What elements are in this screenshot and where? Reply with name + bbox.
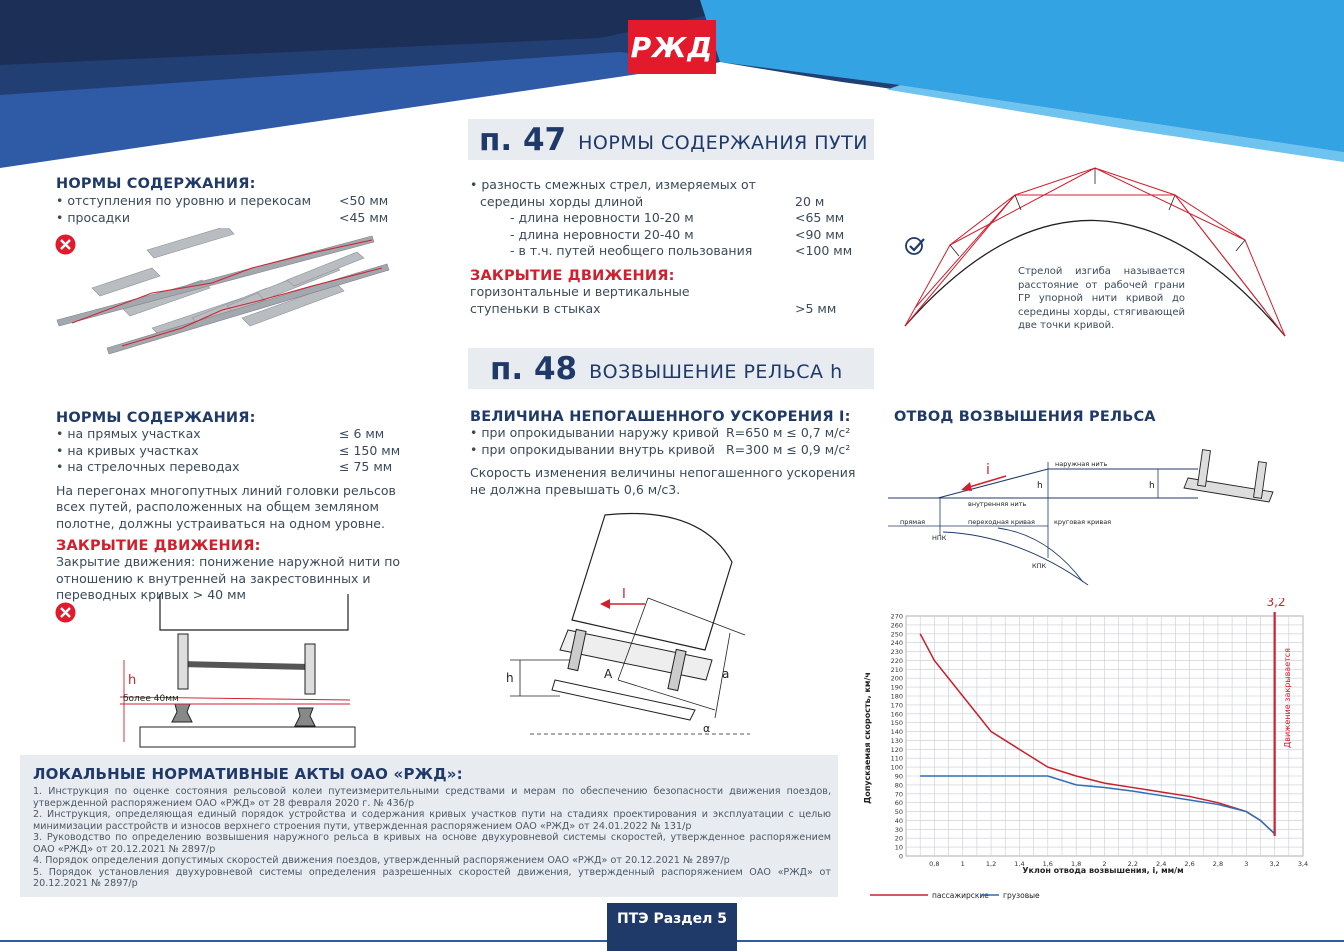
chart-y-tick: 180 xyxy=(890,692,903,701)
chart-y-tick: 270 xyxy=(890,612,903,621)
left1-heading: НОРМЫ СОДЕРЖАНИЯ: xyxy=(56,176,256,192)
mid1-line2-value: 20 м xyxy=(795,193,825,209)
chart-limit-label: 3,2 xyxy=(1266,598,1286,609)
title-47-num: п. 47 xyxy=(479,121,567,158)
acts-item: 4. Порядок определения допустимых скоростей движения поездов, утвержденный распоряжением ОАО «РЖД» от 20.12.2021 № 2897/р xyxy=(33,855,730,866)
chart-y-tick: 170 xyxy=(890,701,903,710)
mid1-row-label: - в т.ч. путей необщего пользования xyxy=(510,243,753,258)
mid2-paragraph: Скорость изменения величины непогашенного ускорения не должна превышать 0,6 м/с3. xyxy=(470,465,856,497)
chart-x-tick: 2,4 xyxy=(1156,860,1167,868)
legend-freight-label: грузовые xyxy=(1003,891,1040,900)
right2-h2: h xyxy=(1149,481,1155,491)
chart-y-tick: 250 xyxy=(890,630,903,639)
left2-close-text: Закрытие движения: понижение наружной нити по отношению к внутренней на закрестовинных и переводных кривых > 40 мм xyxy=(56,554,401,602)
left1-row-label: • просадки xyxy=(56,210,130,225)
logo-text: РЖД xyxy=(630,30,714,64)
cant-transition-diagram xyxy=(888,440,1288,590)
tilted-wagon-illustration xyxy=(500,510,770,745)
mid2-fig-h: h xyxy=(506,671,514,685)
chart-xlabel: Уклон отвода возвышения, i, мм/м xyxy=(1022,866,1184,875)
chart-y-tick: 60 xyxy=(894,799,903,808)
chart-x-tick: 2,6 xyxy=(1184,860,1195,868)
mid1-row-label: - длина неровности 10-20 м xyxy=(510,210,694,225)
chart-y-tick: 220 xyxy=(890,656,903,665)
chart-y-tick: 0 xyxy=(898,852,903,861)
mid2-row-value: R=650 м ≤ 0,7 м/с² xyxy=(726,425,851,440)
arc-note: Стрелой изгиба называется расстояние от рабочей грани ГР упорной нити кривой до середины хорды, стягивающей две точки кривой. xyxy=(1018,266,1185,331)
left1-row-value: <45 мм xyxy=(339,209,389,225)
mid-norms-1 xyxy=(470,177,860,317)
left2-row-label: • на прямых участках xyxy=(56,426,201,441)
mid2-fig-a: a xyxy=(722,667,730,681)
mid2-heading: ВЕЛИЧИНА НЕПОГАШЕННОГО УСКОРЕНИЯ I: xyxy=(470,409,851,425)
chart-x-tick: 3,2 xyxy=(1269,860,1280,868)
chart-y-tick: 240 xyxy=(890,639,903,648)
approved-check-icon xyxy=(904,235,926,257)
left2-fig-h: h xyxy=(128,673,137,688)
chart-x-tick: 0,8 xyxy=(929,860,940,868)
mid2-fig-alpha: α xyxy=(703,722,711,735)
mid1-close-heading: ЗАКРЫТИЕ ДВИЖЕНИЯ: xyxy=(470,267,675,284)
left2-row-value: ≤ 75 мм xyxy=(339,459,393,474)
chart-y-tick: 160 xyxy=(890,710,903,719)
chart-y-tick: 130 xyxy=(890,736,903,745)
chart-y-tick: 110 xyxy=(890,754,903,763)
left2-paragraph: На перегонах многопутных линий головки рельсов всех путей, расположенных на общем земляном полотне, должны устраиваться на одном уровне. xyxy=(56,482,396,531)
right2-kpk: КПК xyxy=(1032,562,1047,570)
legend-passenger-label: пассажирские xyxy=(932,891,989,900)
chart-x-tick: 2,2 xyxy=(1127,860,1139,868)
acts-item: 1. Инструкция по оценке состояния рельсовой колеи путеизмерительными средствами и мерам по обеспечению безопасности движения поездов, утвержденной распоряжением ОАО «РЖД» от 28 февраля 2020 г. № 436/р xyxy=(33,786,831,809)
chart-x-tick: 1,2 xyxy=(985,860,997,868)
right2-heading: ОТВОД ВОЗВЫШЕНИЯ РЕЛЬСА xyxy=(894,409,1156,425)
chart-y-tick: 70 xyxy=(894,790,903,799)
left1-row-value: <50 мм xyxy=(339,193,389,208)
chart-y-tick: 50 xyxy=(894,808,903,817)
mid2-fig-A: A xyxy=(604,667,613,681)
chart-y-tick: 20 xyxy=(894,834,903,843)
track-warp-illustration xyxy=(52,228,392,358)
section-title-48 xyxy=(468,348,874,389)
left1-row-label: • отступления по уровню и перекосам xyxy=(56,193,311,208)
wheelset-drop-illustration xyxy=(110,592,370,752)
left2-close-heading: ЗАКРЫТИЕ ДВИЖЕНИЯ: xyxy=(56,538,261,554)
mid2-fig-I: I xyxy=(622,587,626,602)
left2-fig-label: более 40мм xyxy=(123,694,179,704)
chart-y-tick: 190 xyxy=(890,683,903,692)
chart-y-tick: 120 xyxy=(890,745,903,754)
left2-row-label: • на стрелочных переводах xyxy=(56,459,240,474)
chart-y-tick: 100 xyxy=(890,763,903,772)
title-48-text: ВОЗВЫШЕНИЕ РЕЛЬСА h xyxy=(589,360,843,383)
chart-y-tick: 150 xyxy=(890,719,903,728)
footer-text: ПТЭ Раздел 5 xyxy=(617,911,727,927)
right2-outer: наружная нить xyxy=(1055,460,1108,468)
acts-content xyxy=(33,765,831,890)
mid1-close-line2: ступеньки в стыках xyxy=(470,300,601,316)
footer-tab xyxy=(607,903,737,951)
chart-x-tick: 2 xyxy=(1102,860,1107,868)
forbidden-x-icon xyxy=(55,602,76,623)
right2-circular: круговая кривая xyxy=(1054,518,1112,526)
chart-x-tick: 3,4 xyxy=(1297,860,1309,868)
rzd-logo xyxy=(628,20,716,74)
chart-y-tick: 260 xyxy=(890,621,903,630)
chart-x-tick: 1 xyxy=(960,860,965,868)
chart-y-tick: 10 xyxy=(894,843,903,852)
right2-inner: внутренняя нить xyxy=(968,500,1027,508)
mid1-row-value: <65 мм xyxy=(795,210,845,225)
mid1-row-value: <100 мм xyxy=(795,243,853,258)
mid1-line2: середины хорды длиной xyxy=(480,193,644,209)
right2-straight: прямая xyxy=(900,518,926,526)
chart-x-tick: 1,8 xyxy=(1070,860,1082,868)
chart-x-tick: 1,6 xyxy=(1042,860,1053,868)
acts-item: 5. Порядок установления двухуровневой системы определения разрешенных скоростей движения, утвержденный распоряжением ОАО «РЖД» от 20.12.2021 № 2897/р xyxy=(33,866,831,889)
left2-heading: НОРМЫ СОДЕРЖАНИЯ: xyxy=(56,410,256,426)
title-47-text: НОРМЫ СОДЕРЖАНИЯ ПУТИ xyxy=(578,131,868,154)
chart-y-tick: 210 xyxy=(890,665,903,674)
left-norms-2 xyxy=(56,410,451,604)
chart-y-tick: 200 xyxy=(890,674,903,683)
left2-row-value: ≤ 6 мм xyxy=(339,426,385,441)
mid2-row-label: • при опрокидывании внутрь кривой xyxy=(470,442,715,457)
right2-npk: НПК xyxy=(932,534,947,542)
chart-x-tick: 2,8 xyxy=(1212,860,1224,868)
left2-row-value: ≤ 150 мм xyxy=(339,442,401,458)
section-title-47 xyxy=(468,119,874,160)
chart-x-tick: 1,4 xyxy=(1014,860,1025,868)
right2-i: i xyxy=(986,462,990,478)
chart-ylabel: Допускаемая скорость, км/ч xyxy=(863,672,872,804)
acts-item: 3. Руководство по определению возвышения наружного рельса в кривых на основе двухуровневой системы скоростей, утвержденное распоряжением ОАО «РЖД» от 20.12.2021 № 2897/р xyxy=(33,832,831,855)
chart-y-tick: 30 xyxy=(894,825,903,834)
mid-acceleration xyxy=(470,409,870,498)
mid1-line1: • разность смежных стрел, измеряемых от xyxy=(470,177,756,192)
acts-item: 2. Инструкция, определяющая единый порядок устройства и содержания кривых участков пути на стадиях проектирования и эксплуатации с целью минимизации расстройств и износов верхнего строения пути, утвержденная распоряжением ОАО «РЖД» от 24.01.2022 № 131/р xyxy=(33,809,831,832)
acts-heading: ЛОКАЛЬНЫЕ НОРМАТИВНЫЕ АКТЫ ОАО «РЖД»: xyxy=(33,765,463,783)
title-48-num: п. 48 xyxy=(490,350,578,387)
chart-y-tick: 90 xyxy=(894,772,903,781)
chart-y-tick: 40 xyxy=(894,816,903,825)
chart-x-tick: 3 xyxy=(1244,860,1249,868)
mid1-close-line1: горизонтальные и вертикальные xyxy=(470,284,690,299)
left2-row-label: • на кривых участках xyxy=(56,443,199,458)
chart-y-tick: 80 xyxy=(894,781,903,790)
left-norms-1 xyxy=(56,176,396,226)
mid1-row-label: - длина неровности 20-40 м xyxy=(510,226,694,242)
mid1-row-value: <90 мм xyxy=(795,226,845,242)
chart-y-tick: 230 xyxy=(890,648,903,657)
right2-h1: h xyxy=(1037,481,1043,491)
mid2-row-label: • при опрокидывании наружу кривой xyxy=(470,425,719,440)
chart-limit-text: Движение закрывается xyxy=(1283,648,1292,748)
chart-y-tick: 140 xyxy=(890,728,903,737)
mid2-row-value: R=300 м ≤ 0,9 м/с² xyxy=(726,441,851,457)
speed-chart xyxy=(858,598,1318,928)
right2-transition: переходная кривая xyxy=(968,518,1035,526)
mid1-close-value: >5 мм xyxy=(795,300,837,316)
